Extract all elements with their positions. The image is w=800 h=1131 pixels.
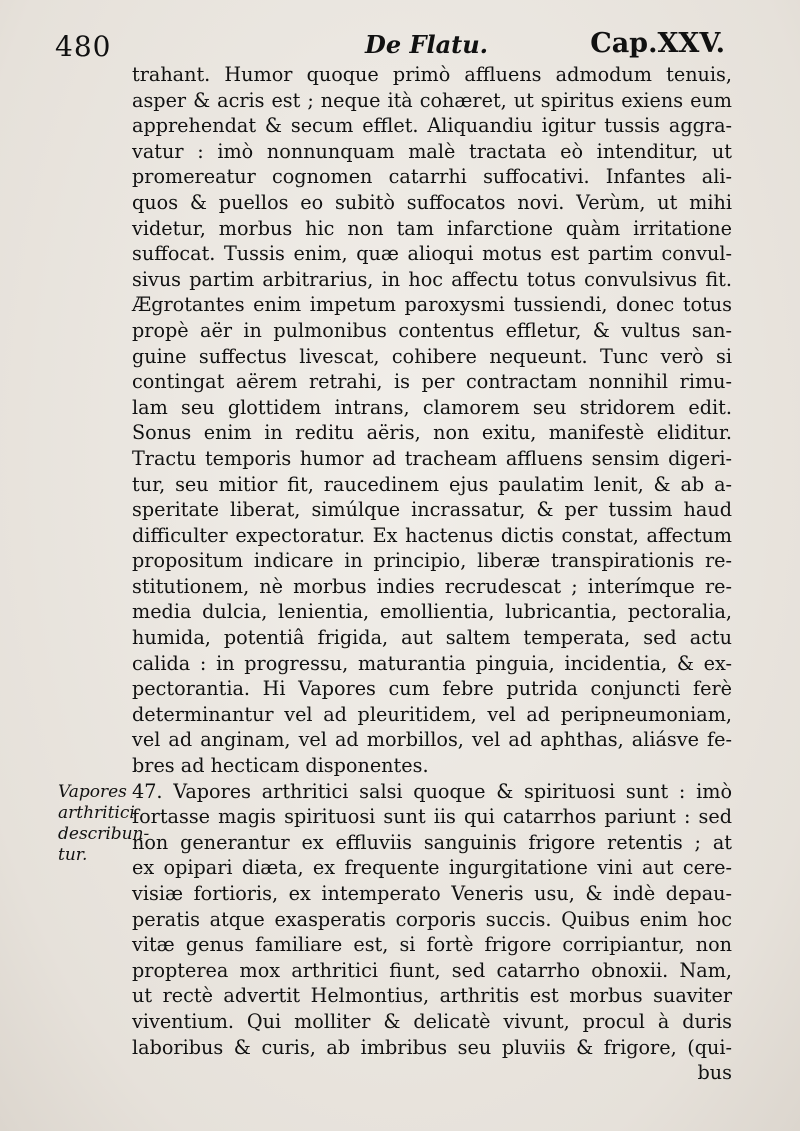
text-line: difficulter expectoratur. Ex hactenus dictis constat, affectum xyxy=(132,523,732,547)
text-line: lam seu glottidem intrans, clamorem seu stridorem edit. xyxy=(132,395,732,419)
text-line: guine suffectus livescat, cohibere nequeunt. Tunc verò si xyxy=(132,344,732,368)
text-line: bres ad hecticam disponentes. xyxy=(132,754,429,778)
text-line: media dulcia, lenientia, emollientia, lubricantia, pectoralia, xyxy=(132,600,732,624)
text-line: visiæ fortioris, ex intemperato Veneris usu, & indè depau- xyxy=(132,882,732,905)
text-line: fortasse magis spirituosi sunt iis qui catarrhos pariunt : sed xyxy=(132,805,732,829)
page-number: 480 xyxy=(55,30,112,63)
marginal-line: arthritici xyxy=(58,803,135,823)
marginal-line: tur. xyxy=(58,845,88,865)
text-line: viventium. Qui molliter & delicatè vivunt, procul à duris xyxy=(132,1009,732,1033)
marginal-note xyxy=(58,782,150,866)
text-line: sivus partim arbitrarius, in hoc affectu totus convulsivus fit. xyxy=(132,267,732,291)
text-line: propè aër in pulmonibus contentus effletur, & vultus san- xyxy=(132,318,732,342)
text-line: trahant. Humor quoque primò affluens admodum tenuis, xyxy=(132,63,732,86)
text-line: peratis atque exasperatis corporis succis. Quibus enim hoc xyxy=(132,907,732,931)
catchword: bus xyxy=(697,1061,732,1085)
text-line: contingat aërem retrahi, is per contractam nonnihil rimu- xyxy=(132,370,732,394)
text-line: asper & acris est ; neque ità cohæret, ut spiritus exiens eum xyxy=(132,88,732,112)
text-line: humida, potentiâ frigida, aut saltem temperata, sed actu xyxy=(132,626,732,650)
text-line: tur, seu mitior fit, raucedinem ejus paulatim lenit, & ab a- xyxy=(132,472,732,496)
page-header xyxy=(55,22,725,62)
text-line: Sonus enim in reditu aëris, non exitu, manifestè eliditur. xyxy=(132,421,732,445)
running-head: De Flatu. xyxy=(365,30,489,59)
text-line: Ægrotantes enim impetum paroxysmi tussiendi, donec totus xyxy=(132,293,732,317)
text-line: promereatur cognomen catarrhi suffocativi. Infantes ali- xyxy=(132,165,732,189)
marginal-line: Vapores xyxy=(58,782,127,802)
text-line: propterea mox arthritici fiunt, sed catarrho obnoxii. Nam, xyxy=(132,958,732,982)
text-line: ut rectè advertit Helmontius, arthritis est morbus suaviter xyxy=(132,984,732,1008)
text-line: vatur : imò nonnunquam malè tractata eò intenditur, ut xyxy=(132,139,732,163)
text-line: speritate liberat, simúlque incrassatur, & per tussim haud xyxy=(132,498,732,522)
text-line: calida : in progressu, maturantia pinguia, incidentia, & ex- xyxy=(132,651,732,675)
text-line: ex opipari diæta, ex frequente ingurgitatione vini aut cere- xyxy=(132,856,732,880)
text-line: determinantur vel ad pleuritidem, vel ad peripneumoniam, xyxy=(132,702,732,726)
text-line: suffocat. Tussis enim, quæ alioqui motus est partim convul- xyxy=(132,242,732,266)
text-line: vel ad anginam, vel ad morbillos, vel ad aphthas, aliásve fe- xyxy=(132,728,732,752)
text-line: laboribus & curis, ab imbribus seu pluviis & frigore, (qui- xyxy=(132,1035,732,1059)
text-line: apprehendat & secum efflet. Aliquandiu igitur tussis aggra- xyxy=(132,114,732,138)
text-line: Tractu temporis humor ad tracheam affluens sensim digeri- xyxy=(132,446,732,470)
text-line: vitæ genus familiare est, si fortè frigore corripiantur, non xyxy=(132,933,732,957)
body-text xyxy=(132,62,732,1086)
text-line: videtur, morbus hic non tam infarctione quàm irritatione xyxy=(132,216,732,240)
text-line: propositum indicare in principio, liberæ transpirationis re- xyxy=(132,549,732,573)
text-line: quos & puellos eo subitò suffocatos novi. Verùm, ut mihi xyxy=(132,190,732,214)
text-line: 47. Vapores arthritici salsi quoque & spirituosi sunt : imò xyxy=(132,779,732,803)
text-line: stitutionem, nè morbus indies recrudescat ; interímque re- xyxy=(132,574,732,598)
marginal-line: describun- xyxy=(58,824,150,844)
chapter-heading: Cap.XXV. xyxy=(590,28,725,59)
text-line: pectorantia. Hi Vapores cum febre putrida conjuncti ferè xyxy=(132,677,732,701)
text-line: non generantur ex effluviis sanguinis frigore retentis ; at xyxy=(132,830,732,854)
